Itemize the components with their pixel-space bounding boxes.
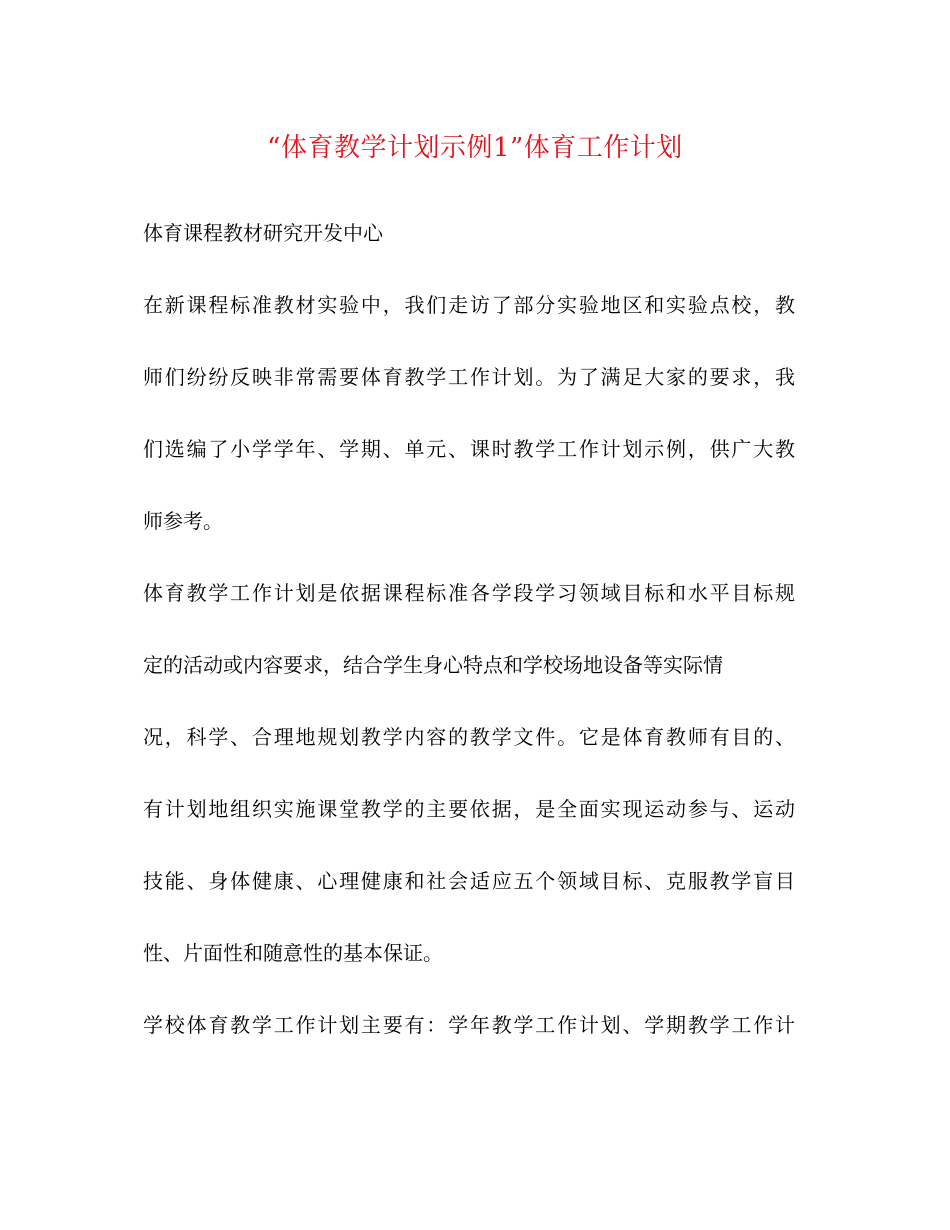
paragraph-1-line-1: 在新课程标准教材实验中，我们走访了部分实验地区和实验点校，教 xyxy=(143,293,795,317)
paragraph-2-line-5: 技能、身体健康、心理健康和社会适应五个领域目标、克服教学盲目 xyxy=(143,869,795,893)
paragraph-2-line-4: 有计划地组织实施课堂教学的主要依据，是全面实现运动参与、运动 xyxy=(143,797,795,821)
paragraph-2-line-1: 体育教学工作计划是依据课程标准各学段学习领域目标和水平目标规 xyxy=(143,581,795,605)
paragraph-3-line-1: 学校体育教学工作计划主要有：学年教学工作计划、学期教学工作计 xyxy=(143,1013,795,1037)
paragraph-1-line-2: 师们纷纷反映非常需要体育教学工作计划。为了满足大家的要求，我 xyxy=(143,365,795,389)
paragraph-1-line-4: 师参考。 xyxy=(143,509,223,533)
paragraph-2-line-6: 性、片面性和随意性的基本保证。 xyxy=(143,941,443,965)
paragraph-2-line-2: 定的活动或内容要求，结合学生身心特点和学校场地设备等实际情 xyxy=(143,653,723,677)
source-line: 体育课程教材研究开发中心 xyxy=(143,221,383,245)
paragraph-1-line-3: 们选编了小学学年、学期、单元、课时教学工作计划示例，供广大教 xyxy=(143,437,795,461)
paragraph-2-line-3: 况，科学、合理地规划教学内容的教学文件。它是体育教师有目的、 xyxy=(143,725,795,749)
document-title: “体育教学计划示例1”体育工作计划 xyxy=(267,133,683,163)
